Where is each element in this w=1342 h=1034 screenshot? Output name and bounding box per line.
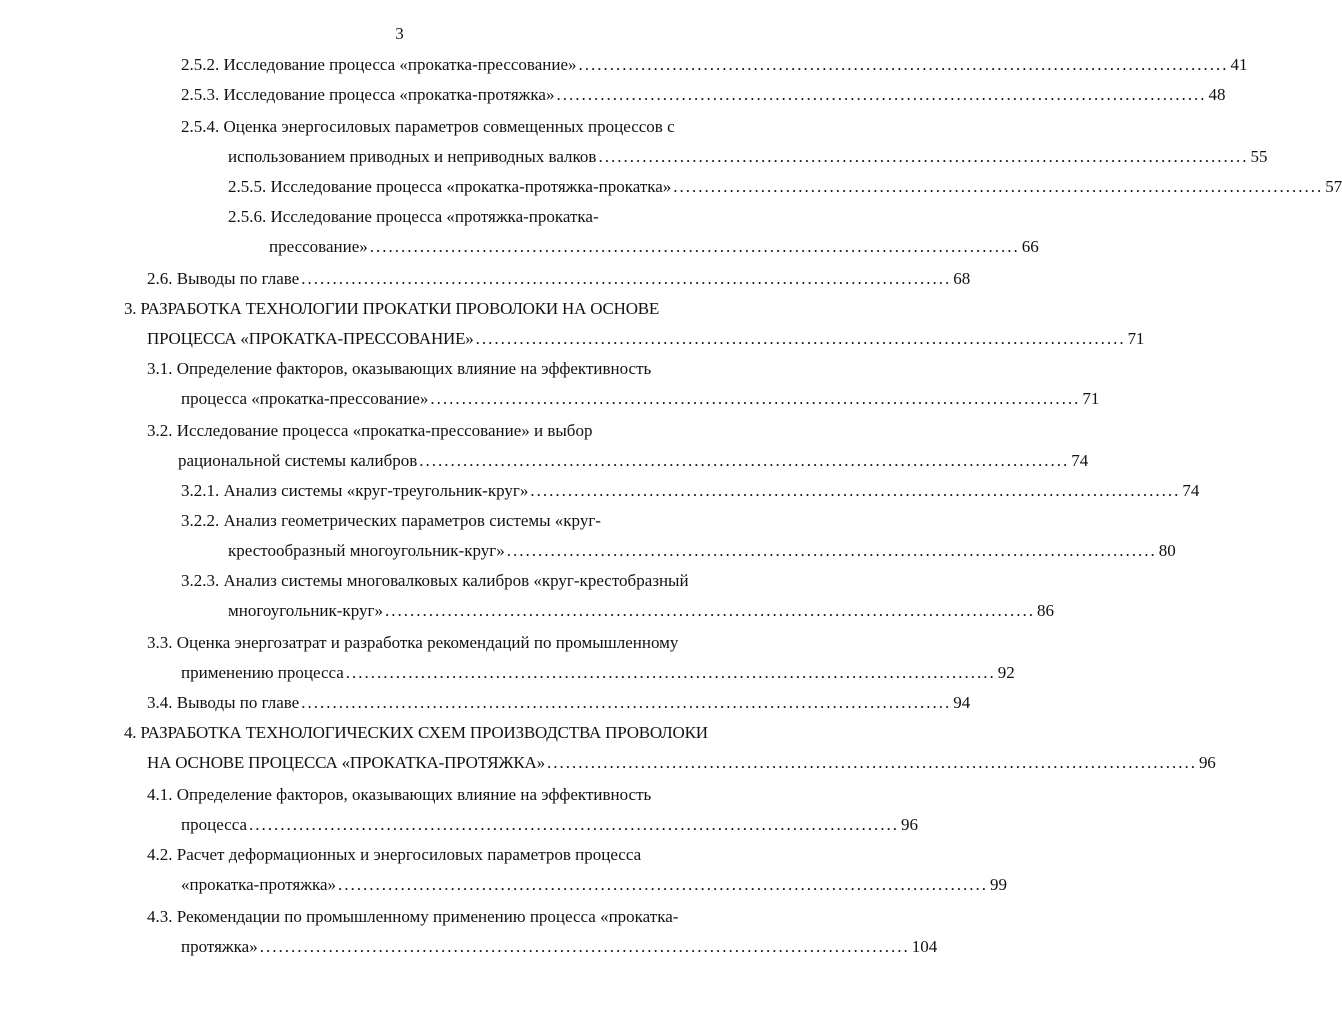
toc-page-number: 80 — [1158, 541, 1176, 560]
toc-entry-2-5-4[interactable] — [181, 116, 675, 138]
toc-entry-text: 3.2. Исследование процесса «прокатка-прессование» и выбор — [147, 421, 593, 440]
leader-dots: ........................................................................................................ — [369, 237, 1020, 256]
toc-entry-text: 3.4. Выводы по главе — [147, 693, 300, 712]
leader-dots: ........................................................................................................ — [249, 815, 900, 834]
toc-entry-text: протяжка» — [181, 937, 258, 956]
toc-entry-3-2[interactable] — [147, 420, 592, 442]
toc-page-number: 92 — [997, 663, 1015, 682]
toc-page-number: 94 — [953, 693, 971, 712]
toc-entry-text: процесса «прокатка-прессование» — [181, 389, 429, 408]
toc-chapter-4[interactable] — [124, 722, 708, 744]
toc-entry-4-3[interactable] — [147, 906, 678, 928]
toc-entry-2-5-6-cont[interactable] — [269, 236, 1039, 258]
toc-entry-2-5-5[interactable] — [228, 176, 1342, 198]
leader-dots: ........................................................................................................ — [419, 451, 1070, 470]
toc-entry-text: многоугольник-круг» — [228, 601, 383, 620]
toc-entry-text: крестообразный многоугольник-круг» — [228, 541, 505, 560]
toc-entry-text: 3.3. Оценка энергозатрат и разработка рекомендаций по промышленному — [147, 633, 679, 652]
toc-page-number: 66 — [1021, 237, 1039, 256]
toc-entry-text: процесса — [181, 815, 248, 834]
toc-entry-2-5-4-cont[interactable] — [228, 146, 1268, 168]
toc-entry-text: 2.5.5. Исследование процесса «прокатка-протяжка-прокатка» — [228, 177, 672, 196]
toc-entry-text: применению процесса — [181, 663, 344, 682]
leader-dots: ........................................................................................................ — [546, 753, 1197, 772]
toc-chapter-4-cont[interactable] — [147, 752, 1216, 774]
toc-page-number: 71 — [1127, 329, 1145, 348]
toc-entry-text: 2.5.4. Оценка энергосиловых параметров совмещенных процессов с — [181, 117, 675, 136]
toc-page-number: 74 — [1182, 481, 1200, 500]
leader-dots: ........................................................................................................ — [578, 55, 1229, 74]
toc-page-number: 96 — [1198, 753, 1216, 772]
leader-dots: ........................................................................................................ — [301, 269, 952, 288]
toc-page-number: 48 — [1208, 85, 1226, 104]
toc-page-number: 104 — [911, 937, 938, 956]
toc-page-number: 41 — [1230, 55, 1248, 74]
toc-entry-3-2-3-cont[interactable] — [228, 600, 1054, 622]
toc-entry-text: использованием приводных и неприводных валков — [228, 147, 597, 166]
toc-entry-4-1-cont[interactable] — [181, 814, 919, 836]
toc-page-number: 74 — [1071, 451, 1089, 470]
toc-entry-text: НА ОСНОВЕ ПРОЦЕССА «ПРОКАТКА-ПРОТЯЖКА» — [147, 753, 545, 772]
toc-chapter-3-cont[interactable] — [147, 328, 1145, 350]
toc-page-number: 55 — [1250, 147, 1268, 166]
leader-dots: ........................................................................................................ — [556, 85, 1207, 104]
toc-page-number: 99 — [990, 875, 1008, 894]
toc-entry-3-1-cont[interactable] — [181, 388, 1100, 410]
toc-page-number: 71 — [1082, 389, 1100, 408]
toc-entry-3-2-cont[interactable] — [178, 450, 1089, 472]
toc-entry-2-5-3[interactable] — [181, 84, 1226, 106]
leader-dots: ........................................................................................................ — [530, 481, 1181, 500]
toc-entry-text: 4.3. Рекомендации по промышленному применению процесса «прокатка- — [147, 907, 679, 926]
toc-entry-text: 3.2.2. Анализ геометрических параметров системы «круг- — [181, 511, 601, 530]
toc-entry-3-3-cont[interactable] — [181, 662, 1015, 684]
toc-entry-3-2-1[interactable] — [181, 480, 1200, 502]
leader-dots: ........................................................................................................ — [338, 875, 989, 894]
toc-entry-4-3-cont[interactable] — [181, 936, 938, 958]
toc-entry-text: 3.1. Определение факторов, оказывающих влияние на эффективность — [147, 359, 652, 378]
toc-entry-text: 2.6. Выводы по главе — [147, 269, 300, 288]
leader-dots: ........................................................................................................ — [475, 329, 1126, 348]
toc-page-number: 86 — [1036, 601, 1054, 620]
toc-entry-3-2-2-cont[interactable] — [228, 540, 1176, 562]
leader-dots: ........................................................................................................ — [301, 693, 952, 712]
toc-page-number: 96 — [901, 815, 919, 834]
toc-entry-text: 4. РАЗРАБОТКА ТЕХНОЛОГИЧЕСКИХ СХЕМ ПРОИЗВОДСТВА ПРОВОЛОКИ — [124, 723, 708, 742]
toc-entry-text: 3. РАЗРАБОТКА ТЕХНОЛОГИИ ПРОКАТКИ ПРОВОЛОКИ НА ОСНОВЕ — [124, 299, 660, 318]
leader-dots: ........................................................................................................ — [384, 601, 1035, 620]
toc-entry-text: 2.5.2. Исследование процесса «прокатка-прессование» — [181, 55, 577, 74]
toc-entry-text: 3.2.1. Анализ системы «круг-треугольник-круг» — [181, 481, 529, 500]
toc-entry-3-3[interactable] — [147, 632, 678, 654]
toc-entry-text: 4.2. Расчет деформационных и энергосиловых параметров процесса — [147, 845, 642, 864]
toc-entry-2-5-2[interactable] — [181, 54, 1248, 76]
toc-page-number: 57 — [1325, 177, 1342, 196]
leader-dots: ........................................................................................................ — [259, 937, 910, 956]
toc-entry-2-5-6[interactable] — [228, 206, 599, 228]
toc-entry-3-1[interactable] — [147, 358, 651, 380]
leader-dots: ........................................................................................................ — [673, 177, 1324, 196]
toc-entry-text: рациональной системы калибров — [178, 451, 418, 470]
leader-dots: ........................................................................................................ — [598, 147, 1249, 166]
toc-entry-text: ПРОЦЕССА «ПРОКАТКА-ПРЕССОВАНИЕ» — [147, 329, 474, 348]
toc-entry-3-4[interactable] — [147, 692, 971, 714]
leader-dots: ........................................................................................................ — [506, 541, 1157, 560]
toc-entry-2-6[interactable] — [147, 268, 971, 290]
toc-entry-text: «прокатка-протяжка» — [181, 875, 337, 894]
toc-entry-text: 2.5.6. Исследование процесса «протяжка-прокатка- — [228, 207, 599, 226]
toc-entry-3-2-3[interactable] — [181, 570, 689, 592]
leader-dots: ........................................................................................................ — [430, 389, 1081, 408]
toc-chapter-3[interactable] — [124, 298, 659, 320]
toc-entry-3-2-2[interactable] — [181, 510, 601, 532]
toc-entry-4-2[interactable] — [147, 844, 641, 866]
toc-entry-text: 2.5.3. Исследование процесса «прокатка-протяжка» — [181, 85, 555, 104]
toc-entry-text: прессование» — [269, 237, 368, 256]
toc-entry-4-2-cont[interactable] — [181, 874, 1008, 896]
toc-page-number: 68 — [953, 269, 971, 288]
toc-entry-text: 4.1. Определение факторов, оказывающих влияние на эффективность — [147, 785, 652, 804]
leader-dots: ........................................................................................................ — [345, 663, 996, 682]
page-number: 3 — [395, 24, 404, 43]
toc-entry-text: 3.2.3. Анализ системы многовалковых калибров «круг-крестобразный — [181, 571, 689, 590]
toc-entry-4-1[interactable] — [147, 784, 651, 806]
